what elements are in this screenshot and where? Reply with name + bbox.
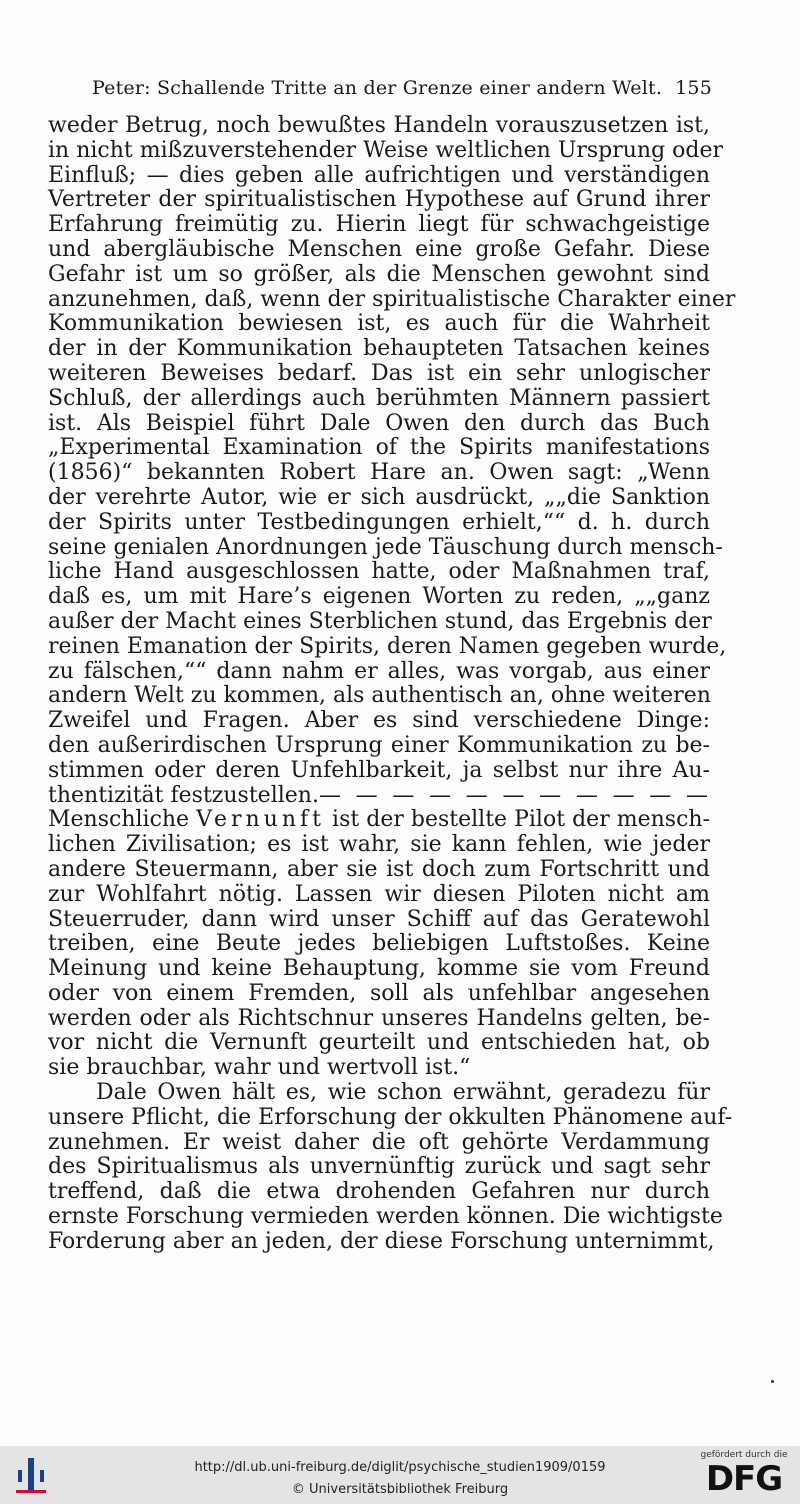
permalink-url[interactable]: http://dl.ub.uni-freiburg.de/diglit/psychische_studien1909/0159	[194, 1460, 606, 1475]
text-line: reinen Emanation der Spirits, deren Namen gegeben wurde,	[48, 633, 727, 659]
text-line: oder von einem Fremden, soll als unfehlbar angesehen	[48, 980, 710, 1006]
body-text	[48, 113, 736, 1255]
text-fragment: ist der bestellte Pilot der mensch-	[332, 807, 710, 833]
text-line: in nicht mißzuverstehender Weise weltlichen Ursprung oder	[48, 137, 724, 163]
viewer-footer	[0, 1446, 800, 1504]
text-line: anzunehmen, daß, wenn der spiritualistische Charakter einer	[48, 286, 736, 312]
text-fragment: Menschliche	[48, 807, 190, 833]
text-line: vor nicht die Vernunft geurteilt und entschieden hat, ob	[48, 1030, 710, 1056]
text-line: Meinung und keine Behauptung, komme sie vom Freund	[48, 956, 710, 982]
text-line: Steuerruder, dann wird unser Schiff auf das Geratewohl	[48, 906, 710, 932]
text-line: außer der Macht eines Sterblichen stund, das Ergebnis der	[48, 608, 712, 634]
text-line	[48, 784, 710, 809]
text-line	[48, 808, 710, 833]
text-line: Forderung aber an jeden, der diese Forschung unternimmt,	[48, 1228, 715, 1254]
text-line: zunehmen. Er weist daher die oft gehörte Verdammung	[48, 1129, 710, 1155]
text-line: ernste Forschung vermieden werden können. Die wichtigste	[48, 1204, 723, 1230]
text-line: treiben, eine Beute jedes beliebigen Luftstoßes. Keine	[48, 931, 710, 957]
funder-note: gefördert durch die	[700, 1450, 788, 1460]
emphasized-word: Vernunft	[196, 807, 326, 833]
text-line: Dale Owen hält es, wie schon erwähnt, geradezu für	[96, 1080, 710, 1106]
text-line: und abergläubische Menschen eine große Gefahr. Diese	[48, 236, 710, 262]
dfg-logo-text: DFG	[705, 1459, 783, 1499]
dfg-logo	[698, 1450, 790, 1502]
text-line: „Experimental Examination of the Spirits manifestations	[48, 435, 710, 461]
text-line: andere Steuermann, aber sie ist doch zum Fortschritt und	[48, 856, 710, 882]
text-line: unsere Pflicht, die Erforschung der okkulten Phänomene auf-	[48, 1104, 733, 1130]
page-header	[92, 77, 712, 99]
text-line: Gefahr ist um so größer, als die Menschen gewohnt sind	[48, 261, 710, 287]
text-line: ist. Als Beispiel führt Dale Owen den durch das Buch	[48, 410, 710, 436]
text-line: sie brauchbar, wahr und wertvoll ist.“	[48, 1055, 471, 1081]
running-title: Peter: Schallende Tritte an der Grenze einer andern Welt.	[92, 77, 663, 99]
text-line: der in der Kommunikation behaupteten Tatsachen keines	[48, 336, 710, 362]
text-line: der verehrte Autor, wie er sich ausdrückt, „„die Sanktion	[48, 484, 710, 510]
text-line: Einfluß; — dies geben alle aufrichtigen und verständigen	[48, 162, 710, 188]
text-line: weiteren Beweises bedarf. Das ist ein sehr unlogischer	[48, 360, 710, 386]
text-line: Kommunikation bewiesen ist, es auch für die Wahrheit	[48, 311, 710, 337]
text-line: stimmen oder deren Unfehlbarkeit, ja selbst nur ihre Au-	[48, 757, 710, 783]
text-line: seine genialen Anordnungen jede Täuschung durch mensch-	[48, 534, 723, 560]
copyright-notice: © Universitätsbibliothek Freiburg	[291, 1482, 509, 1497]
text-line: Vertreter der spiritualistischen Hypothese auf Grund ihrer	[48, 187, 710, 213]
text-line: zu fälschen,““ dann nahm er alles, was vorgab, aus einer	[48, 658, 710, 684]
text-line: liche Hand ausgeschlossen hatte, oder Maßnahmen traf,	[48, 559, 710, 585]
dash-rule: — — — — — — — — — — —	[318, 782, 710, 808]
text-line: Schluß, der allerdings auch berühmten Männern passiert	[48, 385, 710, 411]
text-line: der Spirits unter Testbedingungen erhielt,““ d. h. durch	[48, 509, 710, 535]
scan-speck	[771, 1380, 774, 1383]
text-line: Erfahrung freimütig zu. Hierin liegt für schwachgeistige	[48, 212, 710, 238]
text-line: (1856)“ bekannten Robert Hare an. Owen sagt: „Wenn	[48, 460, 710, 486]
text-line: andern Welt zu kommen, als authentisch an, ohne weiteren	[48, 683, 711, 709]
text-line: weder Betrug, noch bewußtes Handeln vorauszusetzen ist,	[48, 113, 710, 138]
text-line: den außerirdischen Ursprung einer Kommunikation zu be-	[48, 732, 710, 758]
text-line: treffend, daß die etwa drohenden Gefahren nur durch	[48, 1179, 710, 1205]
text-line: lichen Zivilisation; es ist wahr, sie kann fehlen, wie jeder	[48, 832, 710, 858]
page-number: 155	[675, 77, 712, 99]
text-line: Zweifel und Fragen. Aber es sind verschiedene Dinge:	[48, 708, 710, 734]
text-line: werden oder als Richtschnur unseres Handelns gelten, be-	[48, 1005, 710, 1031]
text-line: des Spiritualismus als unvernünftig zurück und sagt sehr	[48, 1154, 710, 1180]
text-line: zur Wohlfahrt nötig. Lassen wir diesen Piloten nicht am	[48, 881, 710, 907]
text-fragment: thentizität festzustellen.	[48, 782, 319, 808]
text-line: daß es, um mit Hare’s eigenen Worten zu reden, „„ganz	[48, 584, 710, 610]
